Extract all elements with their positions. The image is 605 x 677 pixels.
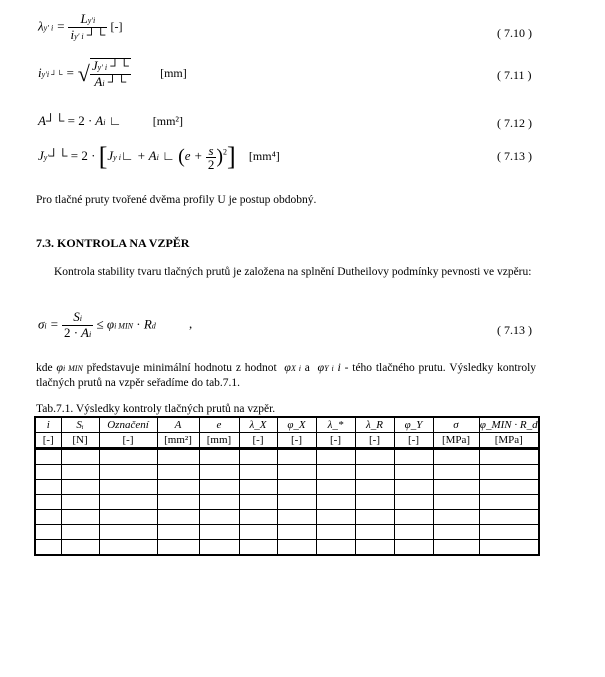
th-i: i (35, 417, 61, 433)
th-si: Sᵢ (61, 417, 99, 433)
table-cell (157, 465, 199, 480)
th-oznaceni: Označení (99, 417, 157, 433)
th-a: A (157, 417, 199, 433)
table-cell (394, 525, 433, 540)
table-cell (479, 540, 539, 556)
tu-4: [mm] (199, 433, 239, 449)
table-cell (355, 449, 394, 465)
table-cell (316, 510, 355, 525)
table-cell (394, 465, 433, 480)
table-cell (316, 540, 355, 556)
table-cell (277, 540, 316, 556)
table-row (35, 525, 539, 540)
table-body (35, 449, 539, 556)
table-cell (199, 449, 239, 465)
th-phi-x: φ_X (277, 417, 316, 433)
table-cell (35, 495, 61, 510)
tu-2: [-] (99, 433, 157, 449)
table-cell (239, 495, 277, 510)
table-cell (35, 525, 61, 540)
table-cell (433, 525, 479, 540)
table-cell (355, 480, 394, 495)
table-cell (277, 525, 316, 540)
table-cell (199, 540, 239, 556)
table-cell (479, 480, 539, 495)
th-sigma: σ (433, 417, 479, 433)
p3-prefix: kde (36, 362, 53, 374)
table-cell (394, 495, 433, 510)
tu-10: [MPa] (433, 433, 479, 449)
paragraph-u-profiles: Pro tlačné pruty tvořené dvěma profily U je postup obdobný. (36, 194, 317, 206)
table-cell (355, 495, 394, 510)
paragraph-definition: kde φi MIN představuje minimální hodnotu z hodnot φX i a φY i i - tého tlačného prutu. Výsledky kontroly tlačných prutů na vzpěr seřadíme do tab.7.1. (36, 360, 537, 389)
table-cell (394, 480, 433, 495)
table-caption: Tab.7.1. Výsledky kontroly tlačných prutů na vzpěr. (36, 403, 276, 415)
equation-7-11: iy′i ┘└ = √ $\frac{Jy' i ┘└}{Ai ┘└}$ [mm] (38, 58, 187, 89)
table-units-row (35, 433, 539, 449)
table-cell (239, 540, 277, 556)
table-cell (61, 449, 99, 465)
table-cell (316, 480, 355, 495)
table-row (35, 480, 539, 495)
table-cell (61, 525, 99, 540)
table-cell (157, 525, 199, 540)
tu-5: [-] (239, 433, 277, 449)
table-cell (239, 465, 277, 480)
table-cell (35, 480, 61, 495)
th-lambda-r: λ_R (355, 417, 394, 433)
p3-suffix: - tého tlačného prutu. Výsledky kontroly tlačných prutů na vzpěr seřadíme do tab.7.1. (36, 362, 537, 389)
tu-9: [-] (394, 433, 433, 449)
tu-7: [-] (316, 433, 355, 449)
table-cell (479, 525, 539, 540)
table-cell (433, 495, 479, 510)
table-cell (157, 510, 199, 525)
table-cell (355, 510, 394, 525)
th-lambda-x: λ_X (239, 417, 277, 433)
table-cell (99, 449, 157, 465)
equation-7-10: λy′ i = $\frac{Ly'i}{iy' i ┘└}$ [-] (38, 11, 123, 42)
eq-7-10-number: ( 7.10 ) (497, 26, 532, 40)
table-cell (277, 480, 316, 495)
eq-7-12-number: ( 7.12 ) (497, 116, 532, 130)
table-cell (199, 495, 239, 510)
results-table (34, 416, 540, 556)
p3-middle: představuje minimální hodnotu z hodnot (86, 362, 277, 374)
table-cell (99, 525, 157, 540)
eq-7-13a-number: ( 7.13 ) (497, 149, 532, 163)
tu-3: [mm²] (157, 433, 199, 449)
table-cell (199, 480, 239, 495)
table-cell (61, 510, 99, 525)
th-phi-y: φ_Y (394, 417, 433, 433)
table-row (35, 495, 539, 510)
table-cell (99, 510, 157, 525)
table-cell (239, 480, 277, 495)
table-cell (479, 495, 539, 510)
equation-7-12: A┘└ = 2 · Ai ∟ [mm²] (38, 113, 183, 128)
table-cell (61, 540, 99, 556)
th-lambda-star: λ_* (316, 417, 355, 433)
table-cell (35, 449, 61, 465)
table-cell (316, 495, 355, 510)
tu-6: [-] (277, 433, 316, 449)
table-cell (277, 465, 316, 480)
p3-and: a (304, 362, 310, 374)
equation-7-13-moment: Jy′┘└ = 2 · [Jy i∟ + Ai ∟ (e + $\frac{s}{2}$ )$^2$] [mm⁴] (38, 142, 280, 172)
eq-main-comma: , (189, 316, 193, 332)
eq-7-10-unit: [-] (110, 19, 123, 34)
table-cell (61, 480, 99, 495)
table-cell (157, 480, 199, 495)
table-cell (99, 465, 157, 480)
eq-7-11-unit: [mm] (160, 65, 187, 80)
eq-7-12-unit: [mm²] (152, 114, 183, 128)
table-cell (277, 449, 316, 465)
tu-1: [N] (61, 433, 99, 449)
section-heading: 7.3. KONTROLA NA VZPĚR (36, 236, 190, 250)
tu-0: [-] (35, 433, 61, 449)
table-cell (35, 540, 61, 556)
table-row (35, 449, 539, 465)
table-row (35, 540, 539, 556)
table-cell (355, 465, 394, 480)
table-cell (239, 510, 277, 525)
table-cell (479, 465, 539, 480)
th-phi-min-rd: φ_MIN · R_d (479, 418, 538, 431)
table-cell (99, 480, 157, 495)
table-cell (433, 480, 479, 495)
table-cell (277, 510, 316, 525)
table-cell (199, 510, 239, 525)
equation-dutheil: σi = $\frac{Si}{2 \cdot Ai}$ ≤ φi MIN · Rd , (38, 309, 193, 340)
table-cell (99, 495, 157, 510)
table-cell (157, 540, 199, 556)
tu-8: [-] (355, 433, 394, 449)
table-cell (355, 525, 394, 540)
eq-7-11-number: ( 7.11 ) (497, 68, 532, 82)
table-cell (61, 495, 99, 510)
table-cell (433, 465, 479, 480)
table-cell (394, 510, 433, 525)
table-cell (479, 449, 539, 465)
table-cell (479, 510, 539, 525)
table-cell (99, 540, 157, 556)
table-cell (157, 495, 199, 510)
table-cell (199, 525, 239, 540)
table-cell (239, 449, 277, 465)
table-cell (316, 525, 355, 540)
table-cell (355, 540, 394, 556)
table-cell (316, 449, 355, 465)
table-cell (239, 525, 277, 540)
table-cell (35, 465, 61, 480)
tu-11: [MPa] (479, 433, 539, 449)
th-e: e (199, 417, 239, 433)
table-cell (394, 540, 433, 556)
table-header-row (35, 417, 539, 433)
paragraph-stability: Kontrola stability tvaru tlačných prutů je založena na splnění Dutheilovy podmínky pevnosti ve vzpěru: (54, 266, 532, 278)
table-cell (277, 495, 316, 510)
table-cell (433, 510, 479, 525)
table-cell (61, 465, 99, 480)
eq-main-number: ( 7.13 ) (497, 323, 532, 337)
table-cell (433, 540, 479, 556)
table-cell (394, 449, 433, 465)
table-cell (433, 449, 479, 465)
table-row (35, 465, 539, 480)
eq-7-13a-unit: [mm⁴] (248, 148, 280, 163)
table-cell (316, 465, 355, 480)
table-cell (199, 465, 239, 480)
table-row (35, 510, 539, 525)
table-cell (157, 449, 199, 465)
table-cell (35, 510, 61, 525)
